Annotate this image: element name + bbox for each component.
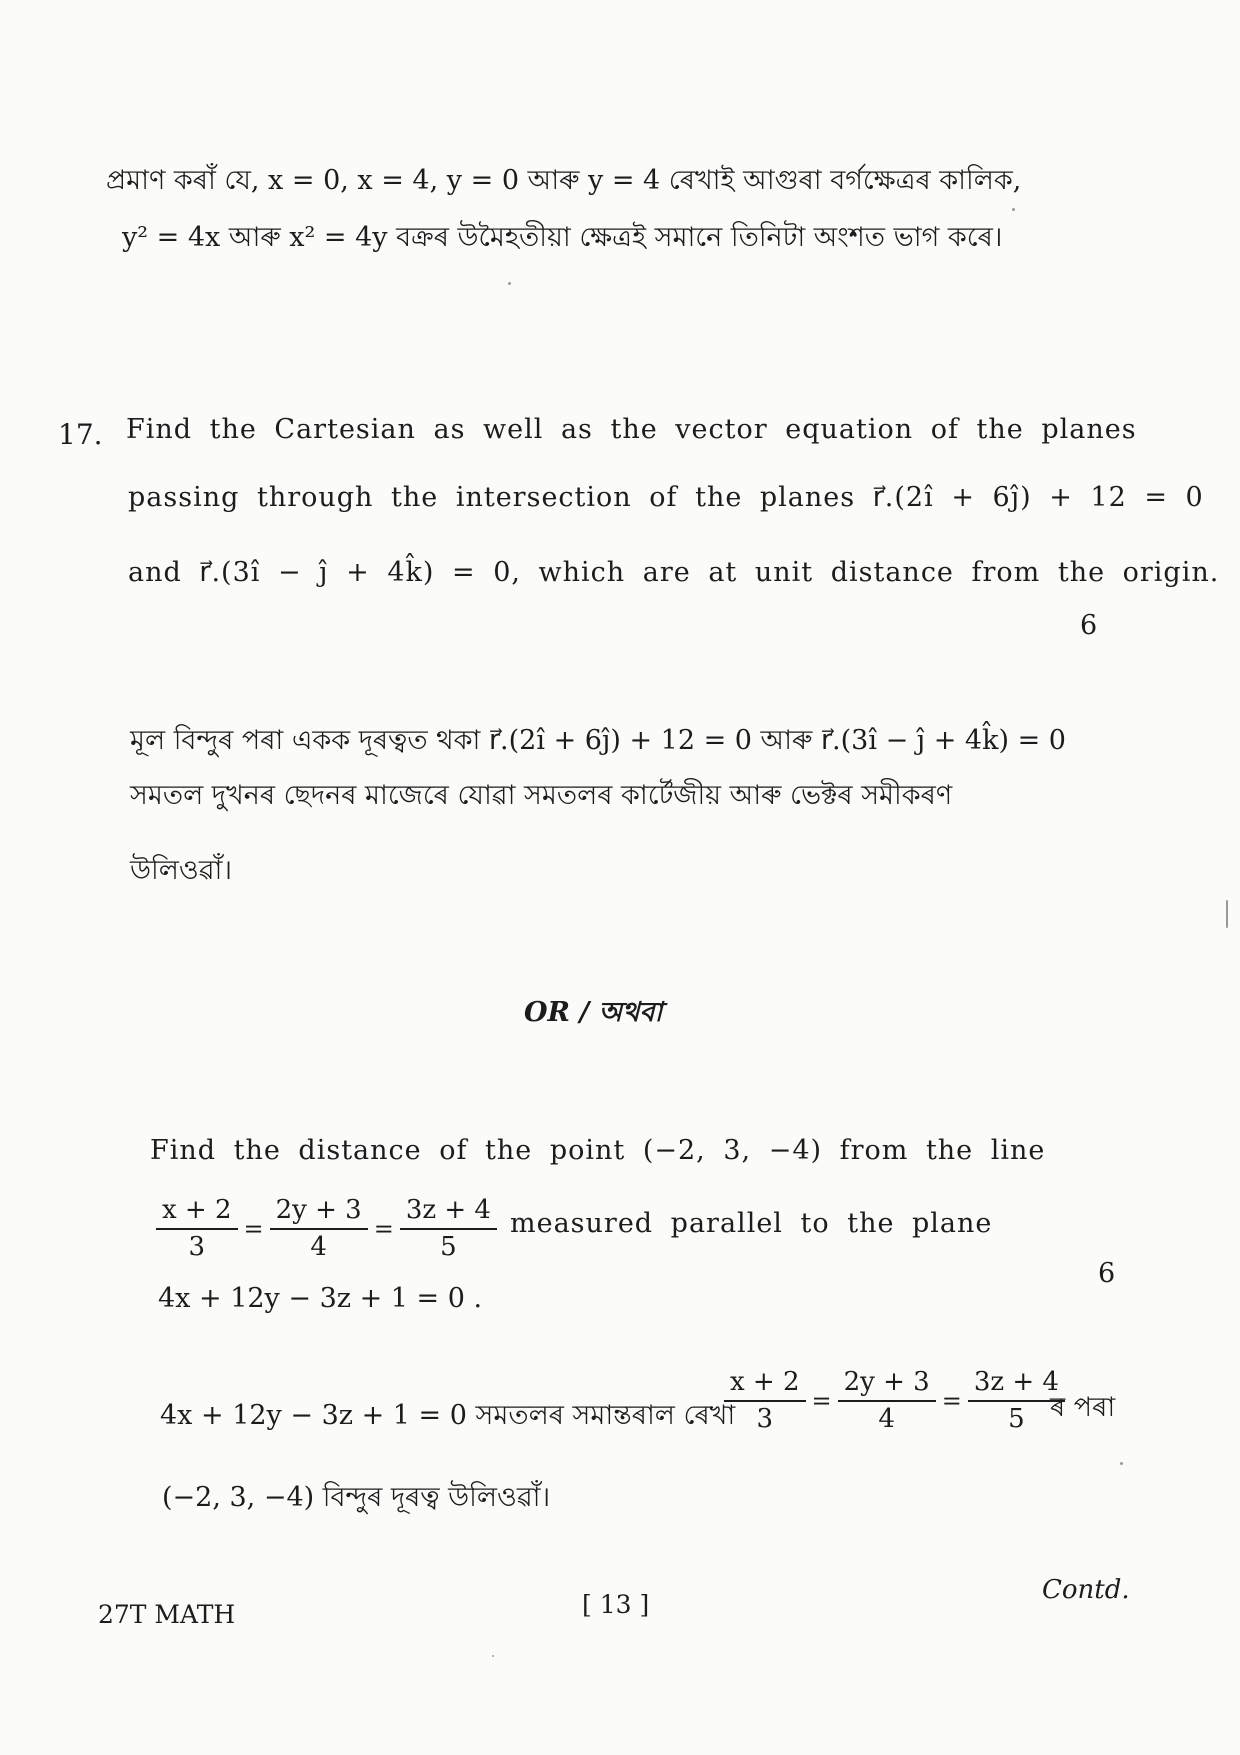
q17-assamese-line-2: সমতল দুখনৰ ছেদনৰ মাজেৰে যোৱা সমতলৰ কাৰ্টেজীয় আৰু ভেক্টৰ সমীকৰণ [130,780,953,811]
alt-assamese-fraction-row [718,1367,1071,1435]
fraction-x-denominator: 3 [188,1232,206,1263]
alt-line-1: Find the distance of the point (−2, 3, −4) from the line [150,1135,1046,1166]
fraction-z [400,1195,497,1263]
alt-marks: 6 [1098,1258,1116,1289]
q17-marks: 6 [1080,610,1098,641]
prev-question-line-1: প্ৰমাণ কৰাঁ যে, x = 0, x = 4, y = 0 আৰু y = 4 ৰেখাই আগুৰা বৰ্গক্ষেত্ৰৰ কালিক, [106,165,1022,196]
paper-code: 27T MATH [98,1600,236,1629]
scan-speck [1226,900,1228,928]
fraction-y [270,1195,368,1263]
scan-speck [508,282,511,285]
equals-sign: = [373,1214,394,1243]
alt-line-2-text: measured parallel to the plane [510,1208,993,1239]
fraction-z-numerator: 3z + 4 [400,1195,497,1230]
equals-sign: = [811,1386,832,1415]
fraction-y-numerator: 2y + 3 [838,1367,936,1402]
scan-speck [492,1655,494,1657]
fraction-z-denominator: 5 [1008,1404,1025,1435]
scan-speck [1120,1462,1123,1465]
fraction-x-numerator: x + 2 [156,1195,238,1230]
alt-assamese-line-2: (−2, 3, −4) বিন্দুৰ দূৰত্ব উলিওৱাঁ। [162,1482,551,1513]
prev-question-line-2: y² = 4x আৰু x² = 4y বক্ৰৰ উমৈহতীয়া ক্ষেত্ৰই সমানে তিনিটা অংশত ভাগ কৰে। [122,222,1003,253]
alt-fraction-row [150,1195,503,1263]
scan-speck [1012,208,1015,211]
q17-line-3: and r⃗.(3î − ĵ + 4k̂) = 0, which are at unit distance from the origin. [128,557,1220,588]
fraction-y [838,1367,936,1435]
q17-assamese-line-3: উলিওৱাঁ। [130,855,233,886]
fraction-x [724,1367,806,1435]
alt-assamese-line-1-post: ৰ পৰা [1050,1392,1116,1423]
alt-assamese-line-1-pre: 4x + 12y − 3z + 1 = 0 সমতলৰ সমান্তৰাল ৰেখা [160,1400,736,1431]
equals-sign: = [243,1214,264,1243]
fraction-z-denominator: 5 [440,1232,457,1263]
fraction-z-numerator: 3z + 4 [968,1367,1065,1402]
page-number: [ 13 ] [582,1590,650,1619]
fraction-x-denominator: 3 [756,1404,774,1435]
or-heading: OR / অথবা [524,997,663,1028]
alt-line-3: 4x + 12y − 3z + 1 = 0 . [158,1283,483,1314]
q17-assamese-line-1: মূল বিন্দুৰ পৰা একক দূৰত্বত থকা r⃗.(2î + 6ĵ) + 12 = 0 আৰু r⃗.(3î − ĵ + 4k̂) = 0 [130,725,1066,756]
fraction-y-denominator: 4 [878,1404,895,1435]
equals-sign: = [941,1386,962,1415]
fraction-x [156,1195,238,1263]
continued-label: Contd. [1042,1575,1130,1605]
question-number: 17. [58,418,103,451]
fraction-x-numerator: x + 2 [724,1367,806,1402]
fraction-y-numerator: 2y + 3 [270,1195,368,1230]
q17-line-2: passing through the intersection of the planes r⃗.(2î + 6ĵ) + 12 = 0 [128,482,1204,513]
q17-line-1: Find the Cartesian as well as the vector equation of the planes [126,414,1137,445]
fraction-y-denominator: 4 [310,1232,327,1263]
